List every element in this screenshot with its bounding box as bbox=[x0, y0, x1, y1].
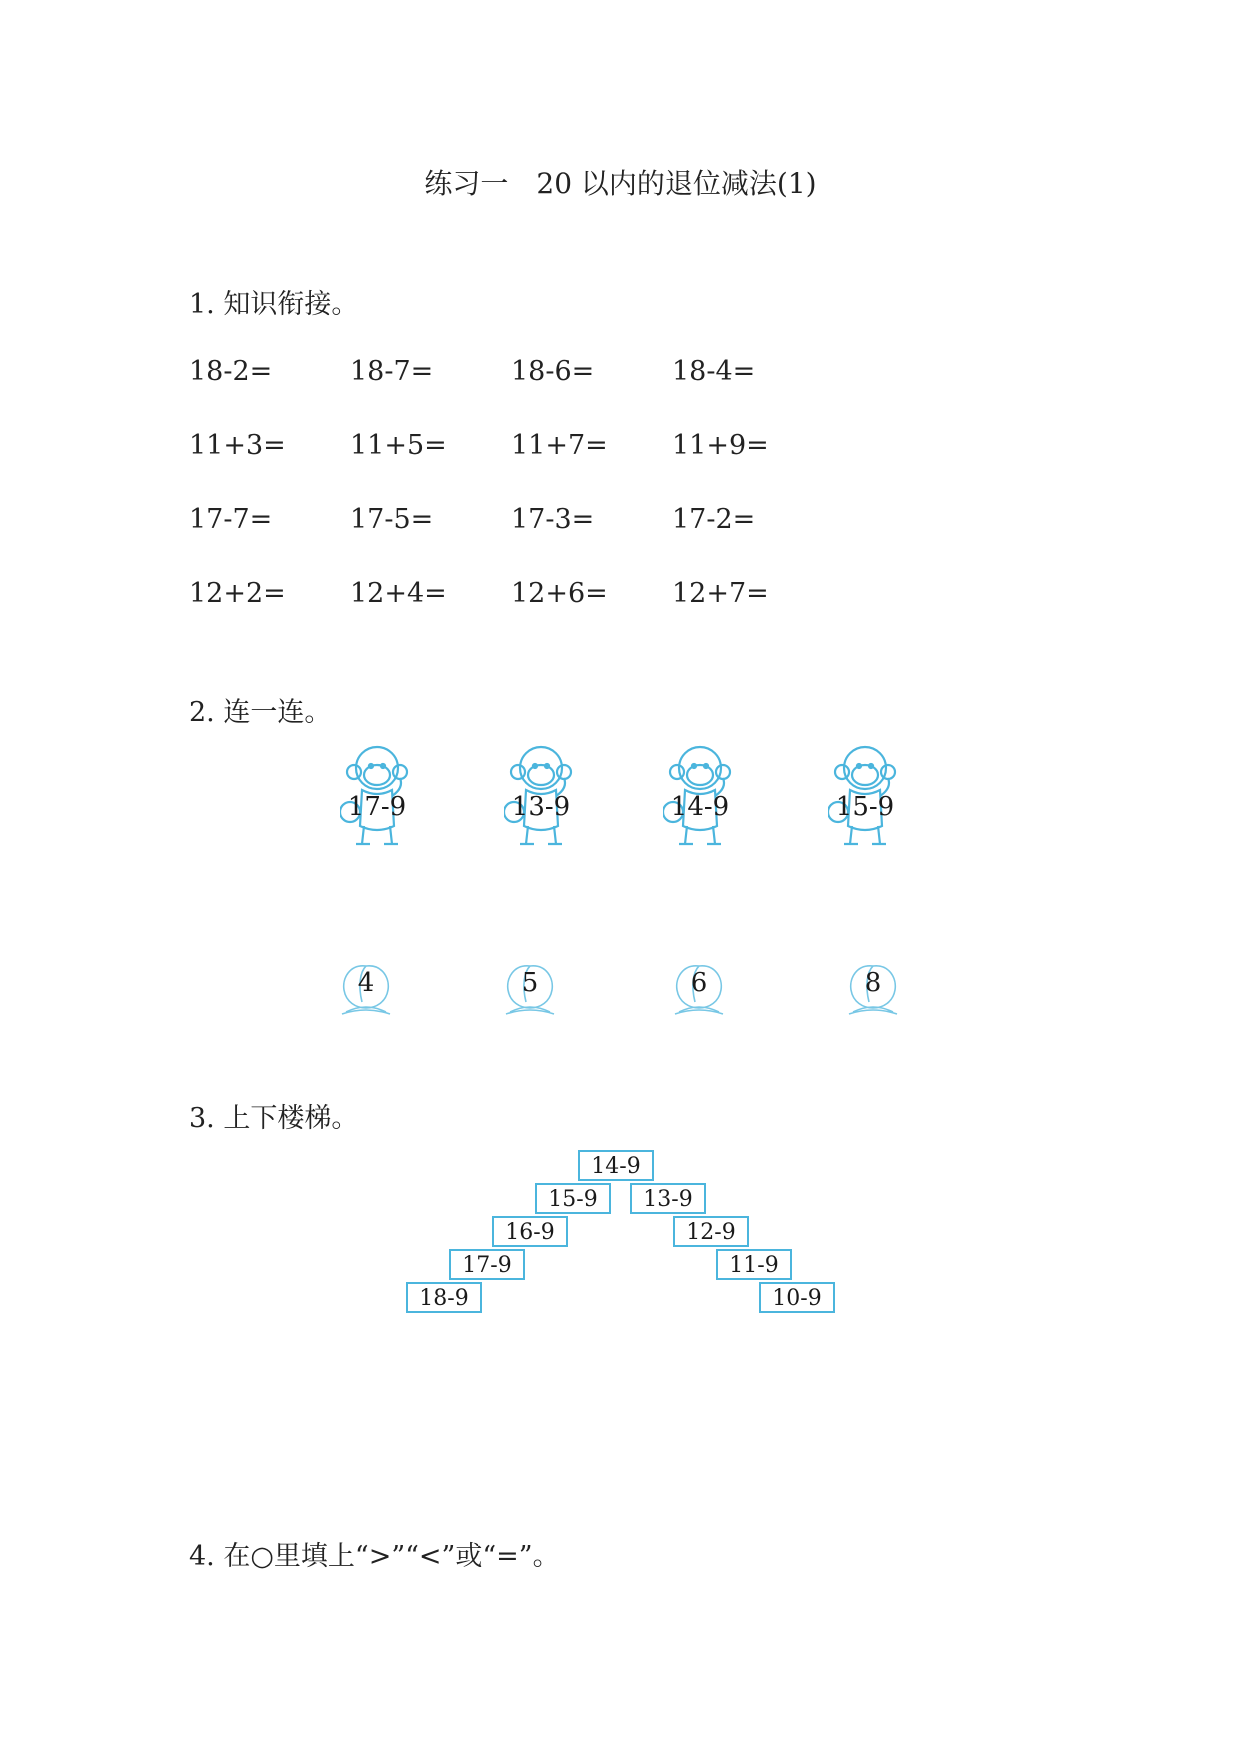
stair-step-left: 18-9 bbox=[406, 1282, 482, 1313]
q1-eq: 12+2= bbox=[189, 578, 286, 609]
stair-step-left: 15-9 bbox=[535, 1183, 611, 1214]
peach-number: 8 bbox=[864, 968, 882, 998]
q1-eq: 12+6= bbox=[511, 578, 608, 609]
stair-step-right: 11-9 bbox=[716, 1249, 792, 1280]
monkey-card bbox=[504, 744, 578, 848]
peach-number: 4 bbox=[357, 968, 375, 998]
peach-number: 5 bbox=[521, 968, 539, 998]
q1-eq: 17-3= bbox=[511, 504, 595, 535]
q1-eq: 17-2= bbox=[672, 504, 756, 535]
q1-eq: 11+7= bbox=[511, 430, 608, 461]
stair-step-left: 17-9 bbox=[449, 1249, 525, 1280]
stair-step-right: 10-9 bbox=[759, 1282, 835, 1313]
q1-eq: 18-4= bbox=[672, 356, 756, 387]
q1-heading: 1. 知识衔接。 bbox=[189, 289, 359, 320]
peach-card bbox=[671, 956, 727, 1016]
stair-step-right: 12-9 bbox=[673, 1216, 749, 1247]
stair-step-top: 14-9 bbox=[578, 1150, 654, 1181]
q1-eq: 18-7= bbox=[350, 356, 434, 387]
stair-step-right: 13-9 bbox=[630, 1183, 706, 1214]
monkey-expression: 13-9 bbox=[511, 792, 571, 822]
monkey-card bbox=[663, 744, 737, 848]
peach-card bbox=[502, 956, 558, 1016]
monkey-expression: 14-9 bbox=[670, 792, 730, 822]
page-title: 练习一 20 以内的退位减法(1) bbox=[424, 167, 817, 200]
stair-step-left: 16-9 bbox=[492, 1216, 568, 1247]
q1-eq: 11+5= bbox=[350, 430, 447, 461]
q1-eq: 11+3= bbox=[189, 430, 286, 461]
monkey-card bbox=[828, 744, 902, 848]
peach-card bbox=[338, 956, 394, 1016]
q1-eq: 12+4= bbox=[350, 578, 447, 609]
q1-eq: 11+9= bbox=[672, 430, 769, 461]
q1-eq: 17-5= bbox=[350, 504, 434, 535]
monkey-card bbox=[340, 744, 414, 848]
peach-number: 6 bbox=[690, 968, 708, 998]
peach-card bbox=[845, 956, 901, 1016]
q1-eq: 17-7= bbox=[189, 504, 273, 535]
monkey-expression: 15-9 bbox=[835, 792, 895, 822]
q1-eq: 12+7= bbox=[672, 578, 769, 609]
q2-heading: 2. 连一连。 bbox=[189, 697, 332, 728]
monkey-expression: 17-9 bbox=[347, 792, 407, 822]
q3-heading: 3. 上下楼梯。 bbox=[189, 1103, 359, 1134]
q4-heading: 4. 在○里填上“>”“<”或“=”。 bbox=[189, 1541, 560, 1572]
q1-eq: 18-6= bbox=[511, 356, 595, 387]
q1-eq: 18-2= bbox=[189, 356, 273, 387]
